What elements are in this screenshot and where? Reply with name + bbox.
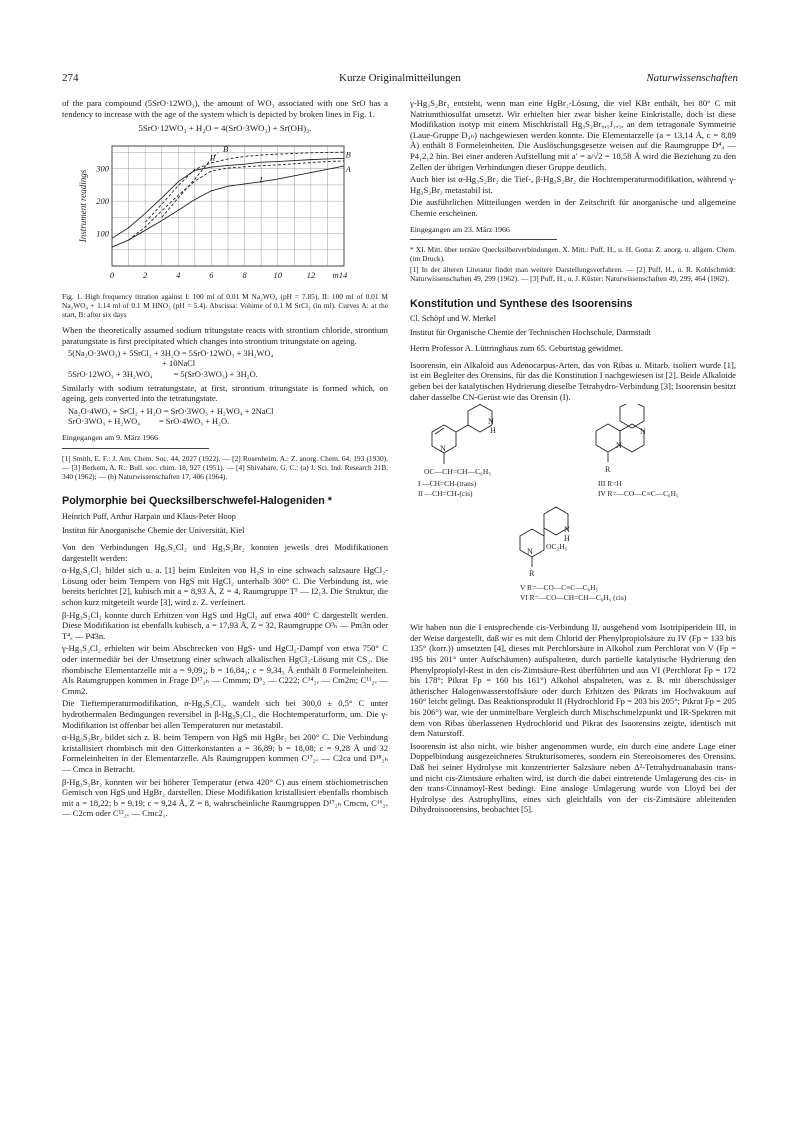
references: [1] Smith, E. F.: J. Am. Chem. Soc. 44, 2027 (1922). — [2] Rosenheim, A.: Z. anorg. Chem. 64, 193 (1930). — [3] Berkem, A. R.: Bull. soc. chim. 18, 927 (1951). — [4] Shivahare, G. C.: (a) J. Sci. Ind. Research 21B, 340 (1962); — (b) Naturwissenschaften 17, 406 (1964).	[62, 454, 388, 482]
journal-name: Naturwissenschaften	[646, 72, 738, 84]
compound-label: IV R=—CO—C≡C—C₆H₅	[598, 489, 679, 499]
atom-h: H	[490, 426, 496, 436]
titration-chart	[72, 138, 372, 290]
article-paragraph: α-Hg₃S₂Cl₂ bildet sich u. a. [1] beim Einleiten von H₂S in eine schwach salzsaure HgCl₂-Lösung oder beim Tempern von HgS mit HgCl₂ unterhalb 300° C. Die Verbindung ist, wie bereits berichtet [2], kubisch mit a = 8,93 Å, Z = 4, Raumgruppe T⁵ — I2₁3. Die Struktur, die schon kurz mitgeteilt wurde [3], wird z. Z. verfeinert.	[62, 565, 388, 608]
series-label-b: B	[345, 149, 351, 160]
atom-n: N	[616, 441, 622, 451]
article-authors: Heinrich Puff, Arthur Harpain und Klaus-Peter Hoop	[62, 511, 236, 521]
r-group: R	[529, 569, 535, 579]
article-institution: Institut für Organische Chemie der Technischen Hochschule, Darmstadt	[410, 327, 651, 337]
paragraph-2: When the theoretically assumed sodium tritungstate reacts with strontium chloride, strontium paratungstate is first precipitated which changes into strontium tritungstate on ageing.	[62, 325, 388, 346]
x-end-label: m14	[332, 269, 348, 280]
dedication: Herrn Professor A. Lüttringhaus zum 65. Geburtstag gewidmet.	[410, 344, 624, 354]
compound-label: V R=—CO—C≡C—C₆H₅	[520, 583, 599, 593]
intro-paragraph: of the para compound (5SrO·12WO₃), the amount of WO₃ associated with one SrO has a tendency to increase with the age of the system which is depicted by broken lines in Fig. 1.	[62, 98, 388, 119]
article-paragraph: α-Hg₃S₂Br₂ bildet sich z. B. beim Tempern von HgS mit HgBr₂ bei 200° C. Die Verbindung kristallisiert rhombisch mit den Gitterkonstanten a = 36,89; b = 18,08; c = 9,28 Å und 32 Formeleinheiten in der Elementarzelle. Als Raumgruppen kommen C¹⁷₂ᵥ — C2ca und D¹⁸₂ₕ — Cmca in Betracht.	[62, 732, 388, 774]
article-paragraph: Auch hier ist α-Hg₃S₂Br₂ die Tief-, β-Hg₃S₂Br₂ die Hochtemperaturmodifikation, während γ-Hg₃S₂Br₂ metastabil ist.	[410, 174, 736, 195]
x-tick-label: 0	[109, 269, 115, 280]
article-paragraph: Die Tieftemperaturmodifikation, α-Hg₃S₂Cl₂, wandelt sich bei 300,0 ± 0,5° C unter hydrothermalen Bedingungen reversibel in β-Hg₃S₂Cl₂, die Hochtemperaturform, um. Die γ-Modifikation ist offenbar bei allen Temperaturen nur metastabil.	[62, 698, 388, 730]
right-column	[410, 98, 736, 817]
atom-n: N	[564, 525, 570, 535]
chart-grid	[112, 143, 344, 266]
x-tick-label: 2	[143, 269, 148, 280]
structure-ethoxy	[520, 507, 568, 567]
r-group: R	[605, 465, 611, 475]
atom-n: N	[640, 427, 646, 437]
article-paragraph: Die ausführlichen Mitteilungen werden in der Zeitschrift für anorganische und allgemeine Chemie erscheinen.	[410, 197, 736, 218]
atom-n: N	[440, 444, 446, 454]
series-label-b: B	[223, 143, 229, 154]
received-date: Eingegangen am 9. März 1966	[62, 433, 158, 443]
article-authors: Cl. Schöpf und W. Merkel	[410, 314, 496, 324]
paragraph-3: Similarly with sodium tetratungstate, at first, strontium tritungstate is formed which, on ageing, gets converted into the tetratungstate.	[62, 382, 388, 404]
left-column	[62, 98, 388, 821]
x-tick-label: 6	[209, 269, 214, 280]
page-number: 274	[62, 72, 79, 84]
article-title: Polymorphie bei Quecksilberschwefel-Halogeniden *	[62, 495, 332, 508]
x-tick-label: 8	[242, 269, 247, 280]
article-title: Konstitution und Synthese des Isoorensins	[410, 297, 633, 310]
equation-2: 5(Na₂O·3WO₃) + 5SrCl₂ + 3H₂O = 5SrO·12WO₃ + 3H₂WO₄ + 10NaCl 5SrO·12WO₃ + 3H₂WO₄ = 5(SrO·3WO₃) + 3H₂O.	[68, 349, 274, 379]
structure-orensin	[432, 405, 492, 465]
y-axis-label: Instrument readings	[78, 169, 88, 242]
y-tick-label: 300	[96, 163, 109, 174]
x-tick-label: 12	[306, 269, 316, 280]
figure-caption: Fig. 1. High frequency titration against I: 100 ml of 0.01 M Na₂WO₄ (pH = 7.85), II: 100 ml of 0.01 M Na₂WO₄ + 1.14 ml of 0.1 M HNO₃ (pH = 5.4). Abscissa: Volume of 0.1 M SrCl₂ (in ml). Curves A: at the start, B: after six days	[62, 291, 388, 319]
equation-1: 5SrO·12WO₃ + H₂O = 4(SrO·3WO₃) + Sr(OH)₂.	[138, 123, 312, 134]
series-label-a: A	[345, 163, 351, 174]
y-tick-label: 200	[96, 195, 109, 206]
section-title: Kurze Originalmitteilungen	[339, 72, 461, 84]
article-paragraph: β-Hg₃S₂Cl₂ konnte durch Erhitzen von HgS und HgCl₂ auf etwa 400° C dargestellt werden. Diese Modifikation ist ebenfalls kubisch, a = 17,93 Å, Z = 32, Raumgruppe O⁹ₕ — Pm3n oder T⁴ₐ — P4̄3n.	[62, 609, 388, 641]
chart-ticks	[95, 163, 348, 279]
article-institution: Institut für Anorganische Chemie der Universität, Kiel	[62, 525, 245, 535]
footnote-separator	[410, 239, 557, 240]
article-paragraph: Von den Verbindungen Hg₃S₂Cl₂ und Hg₃S₂Br₂ konnten jeweils drei Modifikationen dargestellt werden:	[62, 542, 388, 563]
compound-label: II —CH=CH-(cis)	[418, 489, 473, 499]
reference-separator	[62, 448, 209, 449]
article-paragraph: β-Hg₃S₂Br₂ konnten wir bei höherer Temperatur (etwa 420° C) aus einem stöchiometrischen Gemisch von HgS und HgBr₂ darstellen. Diese Modifikation kristallisiert ebenfalls rhombisch mit a = 18,22; b = 9,19; c = 9,24 Å, Z = 8, wahrscheinliche Raumgruppen D¹⁷₂ₕ Cmcm, C¹⁶₂ᵥ — C2cm oder C¹²₂ᵥ — Cmc2₁.	[62, 776, 388, 819]
compound-label: III R=H	[598, 479, 622, 489]
atom-n: N	[527, 547, 533, 557]
series-label-ii: II	[209, 152, 216, 163]
x-tick-label: 4	[176, 269, 181, 280]
references: [1] In der älteren Literatur findet man weitere Darstellungsverfahren. — [2] Puff, H., u. R. Kohlschmidt: Naturwissenschaften 49, 299 (1962). — [3] Puff, H., u. J. Küster: Naturwissenschaften 49, 299, 464 (1962).	[410, 265, 736, 284]
footnote: * XI. Mitt. über ternäre Quecksilberverbindungen. X. Mitt.: Puff, H., u. H. Gotta: Z. anorg. u. allgem. Chem. (im Druck).	[410, 245, 736, 264]
article-paragraph: γ-Hg₃S₂Cl₂ erhielten wir beim Abschrecken von HgS- und HgCl₂-Dampf von etwa 750° C oder intermediär bei der Umsetzung einer schwach alkalischen HgCl₂-Lösung mit CS₂. Die rhombische Elementarzelle mit a = 9,09₄; b = 16,84₃; c = 9,34₃ Å enthält 8 Formeleinheiten. Als Raumgruppen kommen in Frage D¹⁷₂ₕ — Cmmm; D⁶₂ — C222; C¹⁴₂ᵥ — Cm2m; C¹¹₂ᵥ — Cmm2.	[62, 643, 388, 696]
structure-tripiperidein	[596, 404, 644, 462]
article-paragraph: Isoorensin ist also nicht, wie bisher angenommen wurde, ein durch eine andere Lage einer Doppelbindung ausgezeichnetes Strukturisomeres, sondern ein Stereoisomeres des Orensins. Daß bei seiner Hydrolyse mit konzentrierter Salzsäure neben Δ²-Tetrahydroanabasin trans- und nicht cis-Zimtsäure erhalten wird, ist durch die dabei eintretende Umlagerung des cis- in den trans-Cinnamoyl-Rest bedingt. Eine analoge Umlagerung wurde von Lloyd bei der Hydrolyse des Astrophyllins, eines sich gleichfalls von der cis-Zimtsäure ableitenden Dihydroisoorensins, beobachtet [5].	[410, 740, 736, 815]
atom-h: H	[564, 534, 570, 544]
chart-series	[112, 144, 352, 247]
received-date: Eingegangen am 23. März 1966	[410, 224, 510, 234]
series-label-i: I	[259, 174, 263, 185]
article-paragraph: γ-Hg₃S₂Br₂ entsteht, wenn man eine HgBr₂-Lösung, die viel KBr enthält, bei 80° C mit Natriumthiosulfat umsetzt. Wir erhielten hier zwar bisher keine Einkristalle, doch ist diese Modifikation isotyp mit einem Mischkristall Hg₃S₂Br₀,₅J₁,₅, an dem tetragonale Symmetrie (Laue-Gruppe D₄ₕ) nachgewiesen werden konnte. Die Elementarzelle (a = 13,14 Å, c = 8,89 Å) enthält 8 Formeleinheiten. Die Auslöschungsgesetze weisen auf die Raumgruppe D⁴₄ — P4₁2₁2 hin. Bei einer anderen Aufstellung mit a′ = a/√2 = 18,58 Å wird die Beziehung zu den Zellen der übrigen Verbindungen dieser Gruppe deutlich.	[410, 98, 736, 172]
equation-3: Na₂O·4WO₃ + SrCl₂ + H₂O = SrO·3WO₃ + H₂WO₄ + 2NaCl SrO·3WO₃ + H₂WO₄ = SrO·4WO₃ + H₂O.	[68, 407, 274, 427]
substituent-label: OC₂H₅	[546, 542, 568, 552]
page-header	[62, 72, 738, 86]
x-tick-label: 10	[273, 269, 282, 280]
chemical-structures	[410, 404, 736, 620]
article-paragraph: Wir haben nun die I entsprechende cis-Verbindung II, ausgehend vom Isotripiperidein III, in der Weise dargestellt, daß wir es mit dem Chlorid der Phenylpropiolsäure zu IV (Fp = 133 bis 135° (korr.)) umsetzten [4], dieses mit Perchlorsäure in Alkohol zum Perchlorat von V (Fp = 195 bis 201° unter Aufschäumen) aufspalteten, durch partielle katalytische Hydrierung den Phenylpropiolyl-Rest in den cis-Zimtsäure-Rest überführten und aus VI (Perchlorat Fp = 172 bis 178°; Pikrat Fp = 160 bis 161°) Alkohol abspalteten, was z. B. mit überschüssiger ätherischer Halogenwasserstoffsäure oder durch Erhitzen des Pikrats im Hochvakuum auf 160° leicht gelingt. Das Reaktionsprodukt II (Hydrochlorid Fp = 203 bis 205°; Pikrat Fp = 205 bis 206°) war, wie der unmittelbare Vergleich durch Mischschmelzpunkt und IR-Spektren mit dem von Ribas überlassenen Hydrochlorid und Pikrat des Isoorensins zeigte, identisch mit dem Naturstoff.	[410, 622, 736, 739]
compound-label: VI R=—CO—CH=CH—C₆H₅ (cis)	[520, 593, 627, 603]
article-paragraph: Isoorensin, ein Alkaloid aus Adenocarpus-Arten, das von Ribas u. Mitarb. isoliert wurde [1], ist ein Begleiter des Orensins, für das die Konstitution I nachgewiesen ist [2]. Beide Alkaloide geben bei der katalytischen Hydrierung dieselbe Tetrahydro-Verbindung [3]; Isoorensin besitzt daher dasselbe CN-Gerüst wie das Orensin (I).	[410, 359, 736, 402]
substituent-label: OC—CH=CH—C₆H₅	[424, 467, 491, 477]
y-tick-label: 100	[96, 228, 109, 239]
atom-n: N	[488, 417, 494, 427]
compound-label: I —CH=CH-(trans)	[418, 479, 477, 489]
